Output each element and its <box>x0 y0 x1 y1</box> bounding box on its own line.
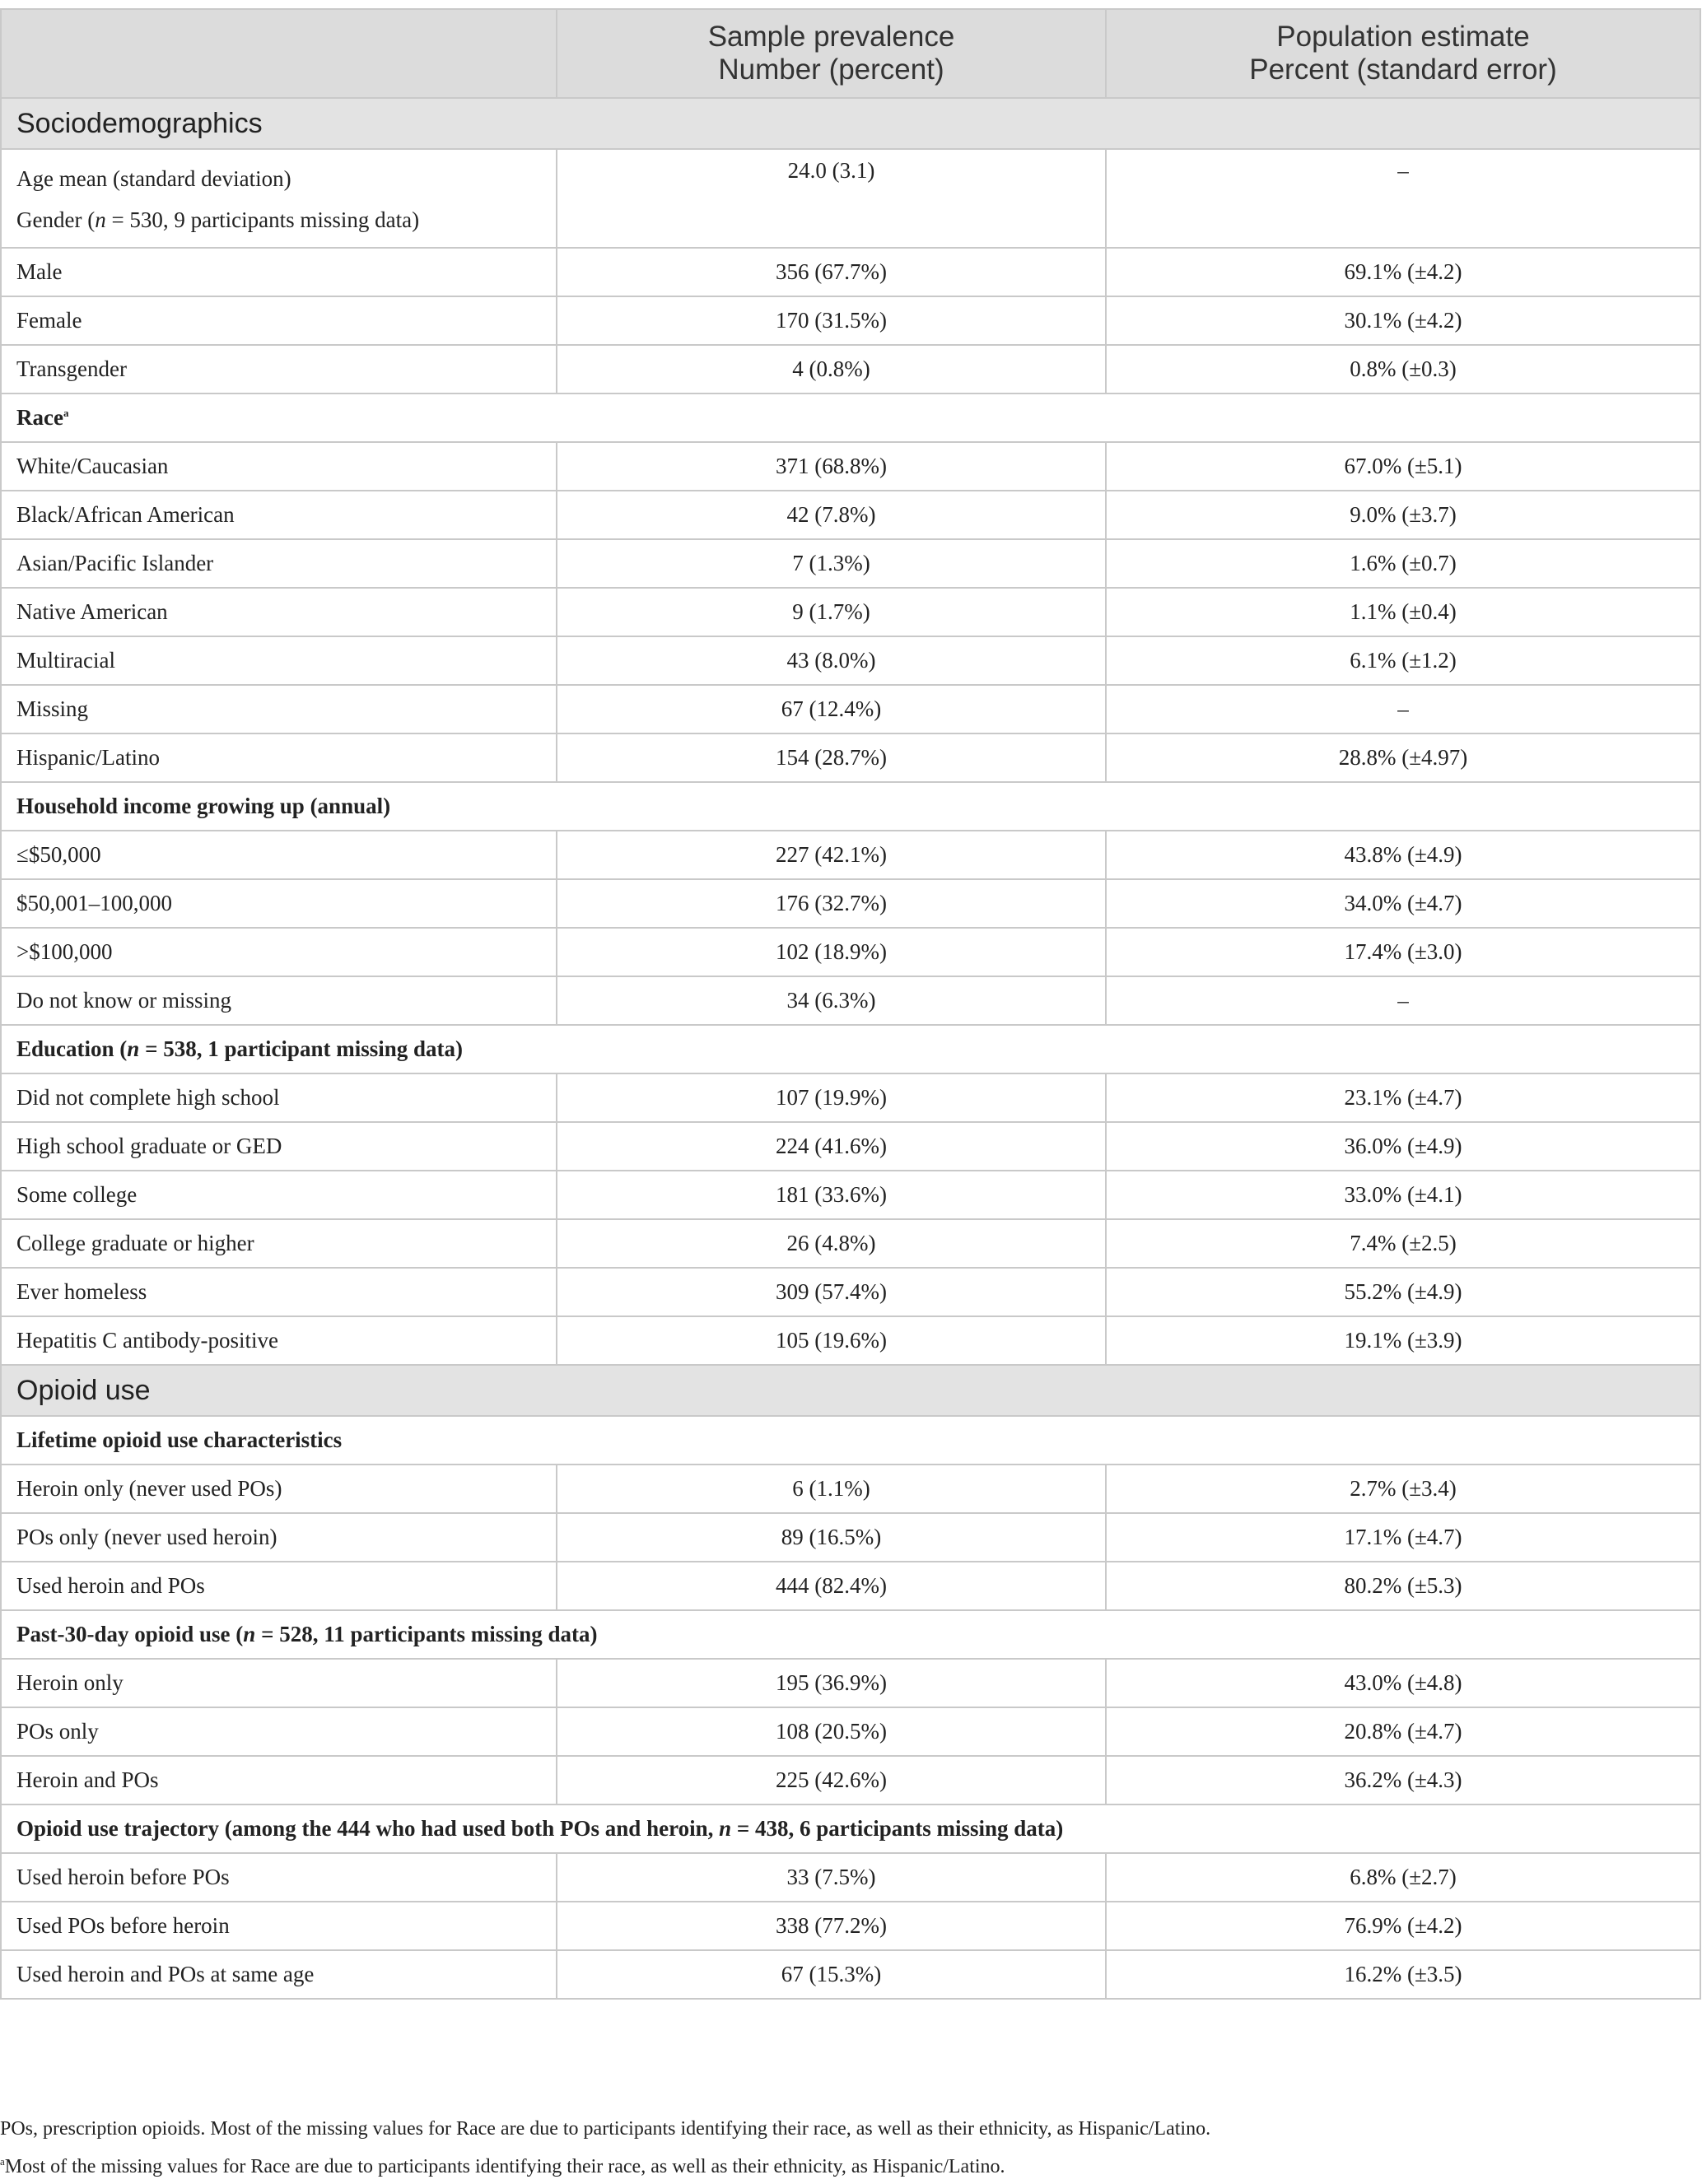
estimate-cell: 67.0% (±5.1) <box>1106 442 1700 491</box>
sample-cell: 102 (18.9%) <box>557 928 1106 976</box>
estimate-cell: 6.8% (±2.7) <box>1106 1853 1700 1902</box>
table-row <box>1 636 1700 685</box>
sample-cell: 195 (36.9%) <box>557 1659 1106 1707</box>
estimate-cell: 23.1% (±4.7) <box>1106 1073 1700 1122</box>
sample-cell: 24.0 (3.1) <box>557 149 1106 248</box>
sample-cell: 7 (1.3%) <box>557 539 1106 588</box>
group-label-lifetime: Lifetime opioid use characteristics <box>1 1416 1700 1465</box>
estimate-cell: 36.2% (±4.3) <box>1106 1756 1700 1804</box>
sample-cell: 4 (0.8%) <box>557 345 1106 393</box>
row-label: Multiracial <box>1 636 557 685</box>
header-sample-line1: Sample prevalence <box>707 21 955 53</box>
row-label: Do not know or missing <box>1 976 557 1025</box>
group-row <box>1 1610 1700 1659</box>
row-label: Used heroin before POs <box>1 1853 557 1902</box>
estimate-cell: 6.1% (±1.2) <box>1106 636 1700 685</box>
sample-cell: 89 (16.5%) <box>557 1513 1106 1562</box>
sample-cell: 181 (33.6%) <box>557 1171 1106 1219</box>
row-label: Missing <box>1 685 557 733</box>
row-label: >$100,000 <box>1 928 557 976</box>
row-label: Hepatitis C antibody-positive <box>1 1316 557 1365</box>
row-label: Some college <box>1 1171 557 1219</box>
table-row <box>1 1756 1700 1804</box>
sample-cell: 105 (19.6%) <box>557 1316 1106 1365</box>
footnote-a-marker: a <box>0 2155 5 2168</box>
group-label-income: Household income growing up (annual) <box>1 782 1700 831</box>
estimate-cell: 0.8% (±0.3) <box>1106 345 1700 393</box>
sample-cell: 225 (42.6%) <box>557 1756 1106 1804</box>
estimate-cell: 80.2% (±5.3) <box>1106 1562 1700 1610</box>
header-population-estimate <box>1106 9 1700 98</box>
row-label: Black/African American <box>1 491 557 539</box>
sample-cell: 9 (1.7%) <box>557 588 1106 636</box>
group-label-education: Education (n = 538, 1 participant missing data) <box>1 1025 1700 1073</box>
table-row <box>1 928 1700 976</box>
table-row <box>1 491 1700 539</box>
sample-cell: 170 (31.5%) <box>557 296 1106 345</box>
prevalence-table <box>0 8 1701 2000</box>
sample-cell: 108 (20.5%) <box>557 1707 1106 1756</box>
row-label: Native American <box>1 588 557 636</box>
sample-cell: 356 (67.7%) <box>557 248 1106 296</box>
row-label: Transgender <box>1 345 557 393</box>
section-row <box>1 1365 1700 1416</box>
group-row <box>1 1025 1700 1073</box>
estimate-cell: 33.0% (±4.1) <box>1106 1171 1700 1219</box>
table-row <box>1 149 1700 248</box>
table-row <box>1 831 1700 879</box>
table-row <box>1 1316 1700 1365</box>
footnote-a: $^a$Most of the missing values for Race are due to participants identifying their race, as well as their ethnicity, as Hispanic/Latino. <box>0 2155 1005 2177</box>
estimate-cell: – <box>1106 685 1700 733</box>
estimate-cell: 30.1% (±4.2) <box>1106 296 1700 345</box>
gender-label: Gender (n = 530, 9 participants missing data) <box>16 207 420 232</box>
sample-cell: 309 (57.4%) <box>557 1268 1106 1316</box>
row-label: Did not complete high school <box>1 1073 557 1122</box>
sample-cell: 371 (68.8%) <box>557 442 1106 491</box>
row-label: Heroin only (never used POs) <box>1 1465 557 1513</box>
row-label: Heroin only <box>1 1659 557 1707</box>
table-row <box>1 1219 1700 1268</box>
row-label: Hispanic/Latino <box>1 733 557 782</box>
estimate-cell: 34.0% (±4.7) <box>1106 879 1700 928</box>
estimate-cell: 19.1% (±3.9) <box>1106 1316 1700 1365</box>
group-row <box>1 1804 1700 1853</box>
estimate-cell: 76.9% (±4.2) <box>1106 1902 1700 1950</box>
table-row <box>1 1562 1700 1610</box>
group-row <box>1 1416 1700 1465</box>
age-label: Age mean (standard deviation) <box>16 166 291 191</box>
table-row <box>1 1268 1700 1316</box>
table-row <box>1 1659 1700 1707</box>
header-sample-line2: Number (percent) <box>718 54 944 86</box>
section-title-opioid-use: Opioid use <box>1 1365 1700 1416</box>
table-row <box>1 1122 1700 1171</box>
table-row <box>1 345 1700 393</box>
footnote-abbreviations: POs, prescription opioids. Most of the missing values for Race are due to participants identifying their race, as well as their ethnicity, as Hispanic/Latino. <box>0 2118 1211 2140</box>
table-row <box>1 1513 1700 1562</box>
header-sample-prevalence <box>557 9 1106 98</box>
table-row <box>1 1853 1700 1902</box>
row-label: Female <box>1 296 557 345</box>
section-title-sociodemographics: Sociodemographics <box>1 98 1700 149</box>
estimate-cell: 1.1% (±0.4) <box>1106 588 1700 636</box>
table-row <box>1 248 1700 296</box>
estimate-cell: 20.8% (±4.7) <box>1106 1707 1700 1756</box>
sample-cell: 154 (28.7%) <box>557 733 1106 782</box>
sample-cell: 227 (42.1%) <box>557 831 1106 879</box>
row-label: Used POs before heroin <box>1 1902 557 1950</box>
sample-cell: 107 (19.9%) <box>557 1073 1106 1122</box>
row-label: Heroin and POs <box>1 1756 557 1804</box>
estimate-cell: 43.8% (±4.9) <box>1106 831 1700 879</box>
row-label <box>1 149 557 248</box>
table-row <box>1 442 1700 491</box>
estimate-cell: 36.0% (±4.9) <box>1106 1122 1700 1171</box>
row-label: ≤$50,000 <box>1 831 557 879</box>
estimate-cell: 1.6% (±0.7) <box>1106 539 1700 588</box>
row-label: POs only (never used heroin) <box>1 1513 557 1562</box>
row-label: Ever homeless <box>1 1268 557 1316</box>
sample-cell: 34 (6.3%) <box>557 976 1106 1025</box>
table-footnotes <box>0 2112 1700 2183</box>
estimate-cell: 17.4% (±3.0) <box>1106 928 1700 976</box>
header-col1 <box>1 9 557 98</box>
table-row <box>1 685 1700 733</box>
estimate-cell: 28.8% (±4.97) <box>1106 733 1700 782</box>
header-estimate-line1: Population estimate <box>1276 21 1530 53</box>
row-label: College graduate or higher <box>1 1219 557 1268</box>
table-row <box>1 1171 1700 1219</box>
estimate-cell: 17.1% (±4.7) <box>1106 1513 1700 1562</box>
table-row <box>1 1950 1700 1999</box>
sample-cell: 67 (12.4%) <box>557 685 1106 733</box>
header-row <box>1 9 1700 98</box>
section-row <box>1 98 1700 149</box>
estimate-cell: 7.4% (±2.5) <box>1106 1219 1700 1268</box>
table-row <box>1 1902 1700 1950</box>
estimate-cell: – <box>1106 149 1700 248</box>
header-estimate-line2: Percent (standard error) <box>1249 54 1557 86</box>
table-row <box>1 733 1700 782</box>
estimate-cell: 69.1% (±4.2) <box>1106 248 1700 296</box>
estimate-cell: 55.2% (±4.9) <box>1106 1268 1700 1316</box>
table-row <box>1 976 1700 1025</box>
row-label: Used heroin and POs at same age <box>1 1950 557 1999</box>
table-row <box>1 539 1700 588</box>
row-label: Asian/Pacific Islander <box>1 539 557 588</box>
row-label: $50,001–100,000 <box>1 879 557 928</box>
estimate-cell: 9.0% (±3.7) <box>1106 491 1700 539</box>
row-label: Male <box>1 248 557 296</box>
footnote-marker: a <box>63 407 69 419</box>
row-label: POs only <box>1 1707 557 1756</box>
row-label: White/Caucasian <box>1 442 557 491</box>
sample-cell: 338 (77.2%) <box>557 1902 1106 1950</box>
table-row <box>1 879 1700 928</box>
sample-cell: 444 (82.4%) <box>557 1562 1106 1610</box>
sample-cell: 33 (7.5%) <box>557 1853 1106 1902</box>
row-label: Used heroin and POs <box>1 1562 557 1610</box>
sample-cell: 6 (1.1%) <box>557 1465 1106 1513</box>
group-label-race: Race$^a$ <box>1 393 1700 442</box>
sample-cell: 67 (15.3%) <box>557 1950 1106 1999</box>
sample-cell: 224 (41.6%) <box>557 1122 1106 1171</box>
estimate-cell: 16.2% (±3.5) <box>1106 1950 1700 1999</box>
estimate-cell: 43.0% (±4.8) <box>1106 1659 1700 1707</box>
table-row <box>1 1465 1700 1513</box>
table-row <box>1 1707 1700 1756</box>
estimate-cell: 2.7% (±3.4) <box>1106 1465 1700 1513</box>
group-label-past30: Past-30-day opioid use (n = 528, 11 participants missing data) <box>1 1610 1700 1659</box>
estimate-cell: – <box>1106 976 1700 1025</box>
group-row <box>1 393 1700 442</box>
group-label-trajectory: Opioid use trajectory (among the 444 who had used both POs and heroin, n = 438, 6 participants missing data) <box>1 1804 1700 1853</box>
sample-cell: 26 (4.8%) <box>557 1219 1106 1268</box>
table-row <box>1 1073 1700 1122</box>
row-label: High school graduate or GED <box>1 1122 557 1171</box>
table-row <box>1 296 1700 345</box>
sample-cell: 43 (8.0%) <box>557 636 1106 685</box>
sample-cell: 176 (32.7%) <box>557 879 1106 928</box>
sample-cell: 42 (7.8%) <box>557 491 1106 539</box>
group-row <box>1 782 1700 831</box>
table-row <box>1 588 1700 636</box>
